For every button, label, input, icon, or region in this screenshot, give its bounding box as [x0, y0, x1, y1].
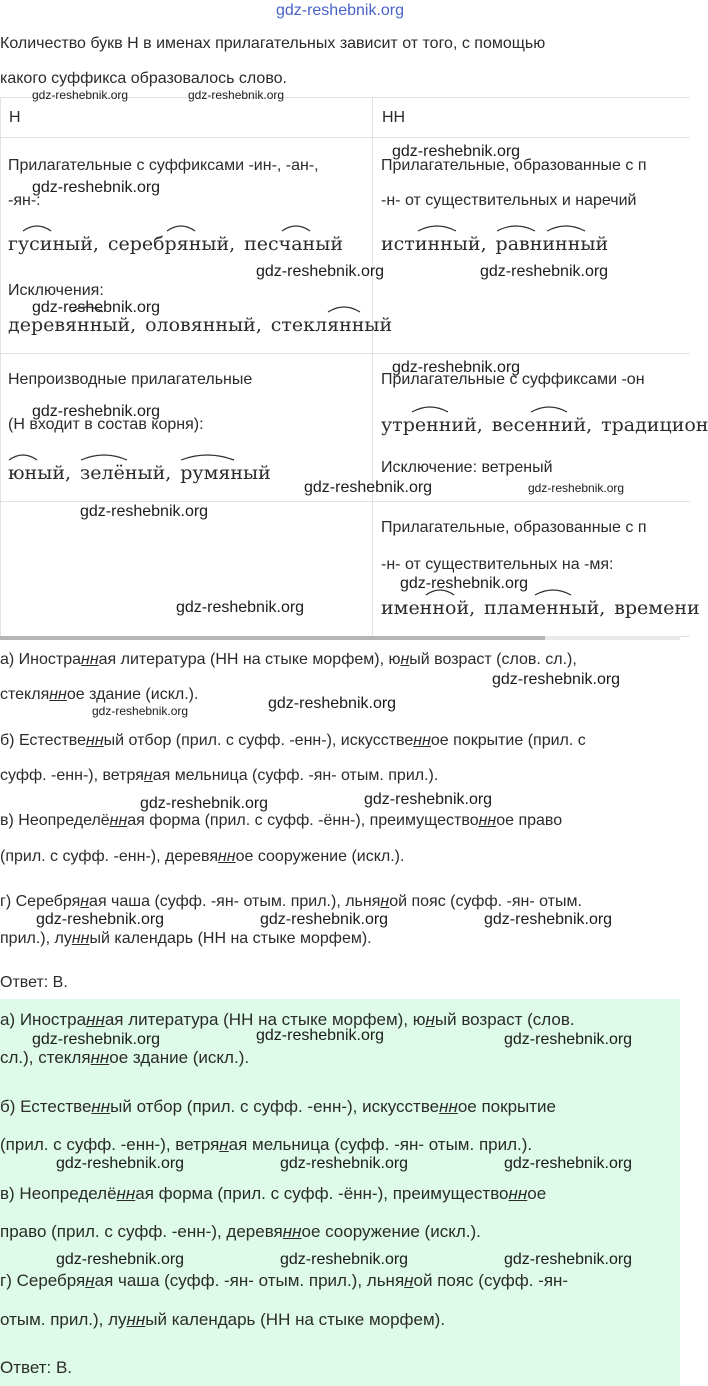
watermark: gdz-reshebnik.org: [304, 479, 433, 496]
answer-c-line-2: (прил. с суфф. -енн-), деревянное сооружение (искл.).: [0, 848, 405, 865]
example-word: именной,: [381, 597, 476, 619]
r2-right-exception: Исключение: ветреный: [381, 459, 553, 476]
watermark: gdz-reshebnik.org: [484, 911, 613, 928]
watermark: gdz-reshebnik.org: [256, 1027, 385, 1044]
example-word: серебряный,: [107, 233, 236, 255]
table-scrollbar-thumb[interactable]: [0, 636, 545, 640]
answer-final: Ответ: В.: [0, 974, 68, 991]
green-a-line-1: а) Иностранная литература (НН на стыке морфем), юный возраст (слов.: [0, 1010, 575, 1029]
r2-left-rule-2: (Н входит в состав корня):: [8, 416, 204, 433]
green-d-line-2: отым. прил.), лунный календарь (НН на стыке морфем).: [0, 1310, 446, 1329]
example-word: песчаный: [244, 233, 343, 255]
example-word: румяный: [180, 462, 271, 484]
r1-right-rule-2: -н- от существительных и наречий: [381, 192, 637, 209]
intro-line-2: какого суффикса образовалось слово.: [0, 70, 287, 87]
watermark: gdz-reshebnik.org: [268, 695, 397, 712]
intro-line-1: Количество букв Н в именах прилагательных зависит от того, с помощью: [0, 35, 546, 52]
r1-right-rule-1: Прилагательные, образованные с п: [381, 157, 647, 174]
green-b-line-1: б) Естественный отбор (прил. с суфф. -енн-), искусственное покрытие: [0, 1097, 556, 1116]
r1-left-exceptions: Исключения:: [8, 282, 104, 299]
example-word: истинный,: [381, 233, 487, 255]
green-answer-final: Ответ: В.: [0, 1358, 73, 1377]
example-word: традицион: [601, 414, 708, 436]
example-word: юный,: [8, 462, 72, 484]
r1-left-exc-examples: [8, 314, 392, 336]
answer-b-line-2: суфф. -енн-), ветряная мельница (суфф. -ян- отым. прил.).: [0, 767, 439, 784]
watermark: gdz-reshebnik.org: [32, 88, 129, 102]
watermark: gdz-reshebnik.org: [528, 481, 625, 495]
example-word: стеклянный: [270, 314, 393, 336]
answer-b-line-1: б) Естественный отбор (прил. с суфф. -енн-), искусственное покрытие (прил. с: [0, 732, 586, 749]
r1-right-examples: [381, 233, 608, 255]
watermark: gdz-reshebnik.org: [176, 599, 305, 616]
answer-a-line-2: стеклянное здание (искл.).: [0, 686, 199, 703]
answer-d-line-1: г) Серебряная чаша (суфф. -ян- отым. прил.), льняной пояс (суфф. -ян- отым.: [0, 893, 582, 910]
header-nn: НН: [382, 109, 406, 126]
answer-a-line-1: а) Иностранная литература (НН на стыке морфем), юный возраст (слов. сл.),: [0, 651, 577, 668]
green-c-line-2: право (прил. с суфф. -енн-), деревянное сооружение (искл.).: [0, 1222, 481, 1241]
watermark: gdz-reshebnik.org: [256, 263, 385, 280]
watermark: gdz-reshebnik.org: [32, 179, 161, 196]
watermark: gdz-reshebnik.org: [260, 911, 389, 928]
watermark: gdz-reshebnik.org: [480, 263, 609, 280]
watermark: gdz-reshebnik.org: [188, 88, 285, 102]
watermark: gdz-reshebnik.org: [280, 1155, 409, 1172]
watermark: gdz-reshebnik.org: [280, 1251, 409, 1268]
green-d-line-1: г) Серебряная чаша (суфф. -ян- отым. прил.), льняной пояс (суфф. -ян-: [0, 1271, 569, 1290]
example-word: гусиный,: [8, 233, 99, 255]
watermark: gdz-reshebnik.org: [140, 795, 269, 812]
example-word: пламенный,: [484, 597, 606, 619]
watermark: gdz-reshebnik.org: [392, 143, 521, 160]
green-a-line-2: сл.), стеклянное здание (искл.).: [0, 1048, 250, 1067]
site-title[interactable]: gdz-reshebnik.org: [275, 2, 405, 19]
r2-right-examples: [381, 414, 708, 436]
watermark: gdz-reshebnik.org: [504, 1031, 633, 1048]
example-word: утренний,: [381, 414, 483, 436]
r2-left-examples: [8, 462, 271, 484]
watermark: gdz-reshebnik.org: [36, 911, 165, 928]
watermark: gdz-reshebnik.org: [392, 359, 521, 376]
watermark: gdz-reshebnik.org: [32, 299, 161, 316]
green-b-line-2: (прил. с суфф. -енн-), ветряная мельница (суфф. -ян- отым. прил.).: [0, 1135, 533, 1154]
r1-left-examples: [8, 233, 343, 255]
example-word: оловянный,: [145, 314, 262, 336]
watermark: gdz-reshebnik.org: [56, 1155, 185, 1172]
watermark: gdz-reshebnik.org: [504, 1155, 633, 1172]
answer-c-line-1: в) Неопределённая форма (прил. с суфф. -ённ-), преимуществонное право: [0, 812, 563, 829]
example-word: весенний,: [491, 414, 593, 436]
rules-table: [0, 97, 708, 637]
r3-right-rule-2: -н- от существительных на -мя:: [381, 556, 614, 573]
example-word: деревянный,: [8, 314, 137, 336]
answer-d-line-2: прил.), лунный календарь (НН на стыке морфем).: [0, 930, 372, 947]
example-word: равнинный: [495, 233, 609, 255]
r1-left-rule-2: -ян-:: [8, 192, 41, 209]
watermark: gdz-reshebnik.org: [32, 403, 161, 420]
r2-right-rule: Прилагательные с суффиксами -он: [381, 371, 645, 388]
r3-right-rule-1: Прилагательные, образованные с п: [381, 519, 647, 536]
watermark: gdz-reshebnik.org: [80, 503, 209, 520]
watermark: gdz-reshebnik.org: [504, 1251, 633, 1268]
r2-left-rule-1: Непроизводные прилагательные: [8, 371, 253, 388]
example-word: времени: [614, 597, 700, 619]
watermark: gdz-reshebnik.org: [400, 575, 529, 592]
watermark: gdz-reshebnik.org: [492, 671, 621, 688]
header-n: Н: [9, 109, 21, 126]
r1-left-rule-1: Прилагательные с суффиксами -ин-, -ан-,: [8, 157, 319, 174]
watermark: gdz-reshebnik.org: [92, 704, 189, 718]
r3-right-examples: [381, 597, 700, 619]
watermark: gdz-reshebnik.org: [32, 1031, 161, 1048]
green-c-line-1: в) Неопределённая форма (прил. с суфф. -ённ-), преимуществонное: [0, 1184, 547, 1203]
watermark: gdz-reshebnik.org: [56, 1251, 185, 1268]
watermark: gdz-reshebnik.org: [364, 791, 493, 808]
example-word: зелёный,: [79, 462, 172, 484]
